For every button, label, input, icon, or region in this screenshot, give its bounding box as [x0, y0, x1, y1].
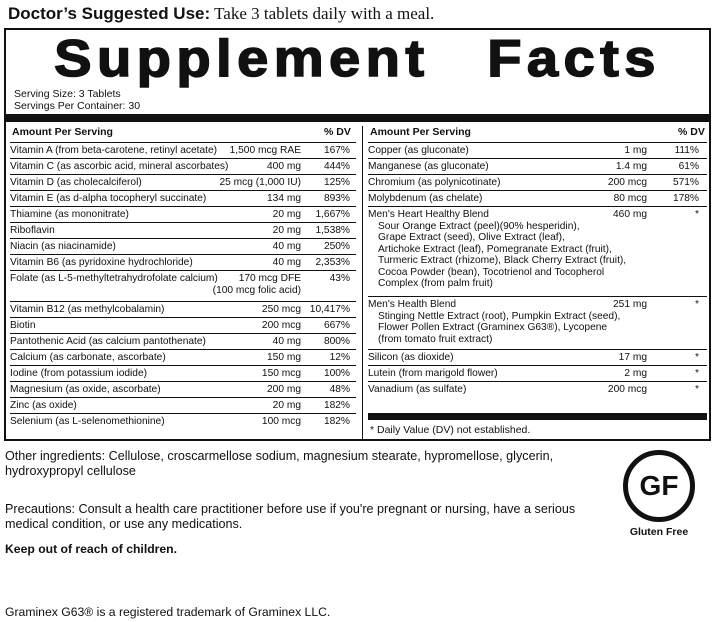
amount-value: 170 mcg DFE [238, 273, 301, 284]
blend-ingredient-line: Stinging Nettle Extract (root), Pumpkin Extract (seed), [378, 311, 621, 322]
supplement-facts-panel [4, 28, 711, 441]
nutrient-amount [624, 368, 647, 380]
amount-value: 1 mg [624, 145, 647, 156]
nutrient-name: Vitamin A (from beta-carotene, retinyl acetate) [10, 145, 218, 156]
nutrient-amount [613, 299, 647, 311]
amount-value: 20 mg [272, 209, 301, 220]
amount-value: 17 mg [618, 352, 647, 363]
dv-footnote: * Daily Value (DV) not established. [370, 424, 531, 436]
nutrient-row [368, 142, 707, 158]
nutrient-dv: 250% [323, 241, 350, 252]
nutrient-dv: * [695, 299, 699, 310]
nutrient-amount [230, 145, 301, 157]
nutrient-name: Molybdenum (as chelate) [368, 193, 483, 204]
nutrient-dv: 893% [323, 193, 350, 204]
nutrient-name: Men's Heart Healthy Blend [368, 209, 489, 220]
nutrient-amount [262, 368, 301, 380]
amount-value: 251 mg [613, 299, 647, 310]
other-ingredients: Other ingredients: Cellulose, croscarmellose sodium, magnesium stearate, hypromellose, glycerin, hydroxypropyl cellulose [5, 449, 554, 478]
nutrient-name: Vitamin B12 (as methylcobalamin) [10, 304, 165, 315]
nutrient-name: Niacin (as niacinamide) [10, 241, 116, 252]
nutrient-row [368, 190, 707, 206]
nutrient-amount [273, 209, 301, 221]
nutrient-row [368, 174, 707, 190]
nutrient-dv: 100% [323, 368, 350, 379]
nutrient-amount [267, 161, 301, 173]
nutrient-dv: 182% [323, 400, 350, 411]
nutrient-dv: 182% [323, 416, 350, 427]
nutrient-name: Silicon (as dioxide) [368, 352, 454, 363]
amount-value: 25 mcg (1,000 IU) [219, 177, 301, 188]
nutrient-row [10, 317, 356, 333]
nutrient-amount [262, 320, 301, 332]
nutrient-amount [614, 193, 647, 205]
nutrient-dv: 12% [329, 352, 350, 363]
amount-value: 1,500 mcg RAE [229, 145, 301, 156]
keep-out-warning: Keep out of reach of children. [5, 542, 177, 556]
nutrient-amount [267, 384, 301, 396]
nutrient-amount [273, 225, 301, 237]
nutrient-name: Vitamin D (as cholecalciferol) [10, 177, 142, 188]
nutrient-row [10, 333, 356, 349]
suggested-use-label: Doctor’s Suggested Use: [8, 4, 211, 23]
nutrient-dv: * [695, 384, 699, 395]
amount-value: 150 mcg [261, 368, 301, 379]
nutrient-name: Riboflavin [10, 225, 55, 236]
amount-value: 20 mg [272, 400, 301, 411]
amount-value: 40 mg [272, 336, 301, 347]
nutrient-name: Manganese (as gluconate) [368, 161, 489, 172]
nutrient-amount [273, 336, 301, 348]
blend-ingredient-line: Artichoke Extract (leaf), Pomegranate Extract (fruit), [378, 243, 612, 255]
amount-value: 40 mg [272, 241, 301, 252]
nutrient-row [368, 296, 707, 349]
thick-rule [6, 114, 709, 122]
nutrient-row [10, 381, 356, 397]
nutrient-name: Selenium (as L-selenomethionine) [10, 416, 165, 427]
blend-ingredients [378, 221, 626, 289]
nutrient-dv: 43% [329, 273, 350, 284]
left-header-amount: Amount Per Serving [12, 126, 113, 138]
nutrient-row [10, 397, 356, 413]
nutrient-row [368, 365, 707, 381]
amount-value: 150 mg [267, 352, 301, 363]
blend-ingredient-line: Complex (from palm fruit) [378, 278, 493, 290]
bottom-thick-rule [368, 413, 707, 420]
serving-size: Serving Size: 3 Tablets [14, 88, 121, 100]
nutrient-amount [273, 257, 301, 269]
right-header-amount: Amount Per Serving [370, 126, 471, 138]
nutrient-name: Calcium (as carbonate, ascorbate) [10, 352, 166, 363]
nutrient-row [10, 349, 356, 365]
amount-value: 134 mg [267, 193, 301, 204]
blend-ingredient-line: Turmeric Extract (rhizome), Black Cherry Extract (fruit), [378, 255, 627, 267]
amount-value: 200 mg [267, 384, 301, 395]
nutrient-dv: 178% [672, 193, 699, 204]
nutrient-name: Biotin [10, 320, 36, 331]
nutrient-amount [624, 145, 647, 157]
left-header-dv: % DV [324, 126, 351, 138]
nutrient-dv: 800% [323, 336, 350, 347]
nutrient-row [368, 381, 707, 397]
amount-value: 460 mg [613, 209, 647, 220]
amount-value: 80 mcg [613, 193, 647, 204]
nutrient-amount [613, 209, 647, 221]
nutrient-row [10, 142, 356, 158]
amount-value: 250 mcg [261, 304, 301, 315]
nutrient-amount [273, 241, 301, 253]
nutrient-amount [616, 161, 647, 173]
nutrient-amount [262, 416, 301, 428]
nutrient-dv: 125% [323, 177, 350, 188]
amount-value: 200 mcg [607, 384, 647, 395]
blend-ingredients [378, 311, 620, 345]
nutrient-name: Pantothenic Acid (as calcium pantothenate) [10, 336, 206, 347]
nutrient-row [10, 301, 356, 317]
blend-ingredient-line: Flower Pollen Extract (Graminex G63®), Lycopene [378, 322, 608, 334]
nutrient-name: Chromium (as polynicotinate) [368, 177, 501, 188]
nutrient-row [10, 238, 356, 254]
nutrient-dv: 2,353% [315, 257, 350, 268]
trademark-note: Graminex G63® is a registered trademark of Graminex LLC. [5, 605, 331, 619]
nutrient-name: Zinc (as oxide) [10, 400, 77, 411]
nutrient-name: Folate (as L-5-methyltetrahydrofolate calcium) [10, 273, 218, 284]
nutrient-dv: * [695, 368, 699, 379]
nutrient-amount [219, 177, 301, 189]
nutrient-row [10, 222, 356, 238]
amount-value: 20 mg [272, 225, 301, 236]
nutrient-row [10, 413, 356, 429]
nutrient-name: Vitamin B6 (as pyridoxine hydrochloride) [10, 257, 193, 268]
right-header-dv: % DV [678, 126, 705, 138]
nutrient-row [10, 270, 356, 301]
nutrient-amount [619, 352, 647, 364]
blend-ingredient-line: (from tomato fruit extract) [378, 333, 493, 345]
nutrient-row [10, 365, 356, 381]
amount-value: 200 mcg [261, 320, 301, 331]
nutrient-name: Lutein (from marigold flower) [368, 368, 498, 379]
nutrient-name: Copper (as gluconate) [368, 145, 469, 156]
nutrient-dv: 1,667% [315, 209, 350, 220]
blend-ingredient-line: Grape Extract (seed), Olive Extract (leaf), [378, 232, 565, 244]
nutrient-amount [608, 177, 647, 189]
nutrient-dv: * [695, 209, 699, 220]
nutrient-row [10, 174, 356, 190]
nutrient-row [368, 349, 707, 365]
nutrient-name: Thiamine (as mononitrate) [10, 209, 129, 220]
nutrient-amount [262, 304, 301, 316]
nutrient-amount [608, 384, 647, 396]
nutrient-row [10, 206, 356, 222]
nutrient-dv: 667% [323, 320, 350, 331]
servings-per-container: Servings Per Container: 30 [14, 100, 141, 112]
nutrient-name: Vitamin E (as d-alpha tocopheryl succinate) [10, 193, 207, 204]
nutrient-name: Magnesium (as oxide, ascorbate) [10, 384, 161, 395]
nutrient-name: Iodine (from potassium iodide) [10, 368, 148, 379]
gluten-free-icon [623, 450, 695, 522]
nutrient-row [10, 190, 356, 206]
nutrient-amount [273, 400, 301, 412]
blend-ingredient-line: Cocoa Powder (bean), Tocotrienol and Tocopherol [378, 266, 605, 278]
nutrient-name: Men's Health Blend [368, 299, 457, 310]
nutrient-amount [267, 352, 301, 364]
nutrient-dv: 444% [323, 161, 350, 172]
nutrient-row [368, 158, 707, 174]
nutrient-name: Vitamin C (as ascorbic acid, mineral ascorbates) [10, 161, 229, 172]
nutrient-dv: 167% [323, 145, 350, 156]
panel-title: Supplement Facts [54, 30, 661, 88]
nutrient-dv: 48% [329, 384, 350, 395]
amount-value: 2 mg [624, 368, 647, 379]
nutrient-name: Vanadium (as sulfate) [368, 384, 467, 395]
nutrient-dv: 61% [678, 161, 699, 172]
nutrient-row [10, 254, 356, 270]
suggested-use-text: Take 3 tablets daily with a meal. [210, 4, 435, 23]
amount-value: 100 mcg [261, 416, 301, 427]
blend-ingredient-line: Sour Orange Extract (peel)(90% hesperidin), [378, 221, 580, 232]
suggested-use [8, 4, 434, 24]
nutrient-row [368, 206, 707, 296]
nutrient-amount [213, 273, 301, 297]
amount-value: 200 mcg [607, 177, 647, 188]
nutrient-dv: 111% [674, 145, 699, 156]
precautions: Precautions: Consult a health care practitioner before use if you're pregnant or nursing, have a serious medical condition, or use any medications. [5, 502, 576, 532]
nutrient-dv: 10,417% [309, 304, 350, 315]
amount-value: 40 mg [272, 257, 301, 268]
nutrient-row [10, 158, 356, 174]
amount-value: 400 mg [267, 161, 301, 172]
nutrient-dv: 571% [672, 177, 699, 188]
right-nutrient-column [368, 142, 707, 397]
amount-note: (100 mcg folic acid) [212, 285, 301, 296]
amount-value: 1.4 mg [615, 161, 647, 172]
left-nutrient-column [10, 142, 356, 429]
column-divider [362, 126, 363, 439]
gluten-free-mark: GF [639, 470, 679, 501]
nutrient-amount [267, 193, 301, 205]
nutrient-dv: 1,538% [315, 225, 350, 236]
gluten-free-label: Gluten Free [629, 526, 689, 538]
nutrient-dv: * [695, 352, 699, 363]
